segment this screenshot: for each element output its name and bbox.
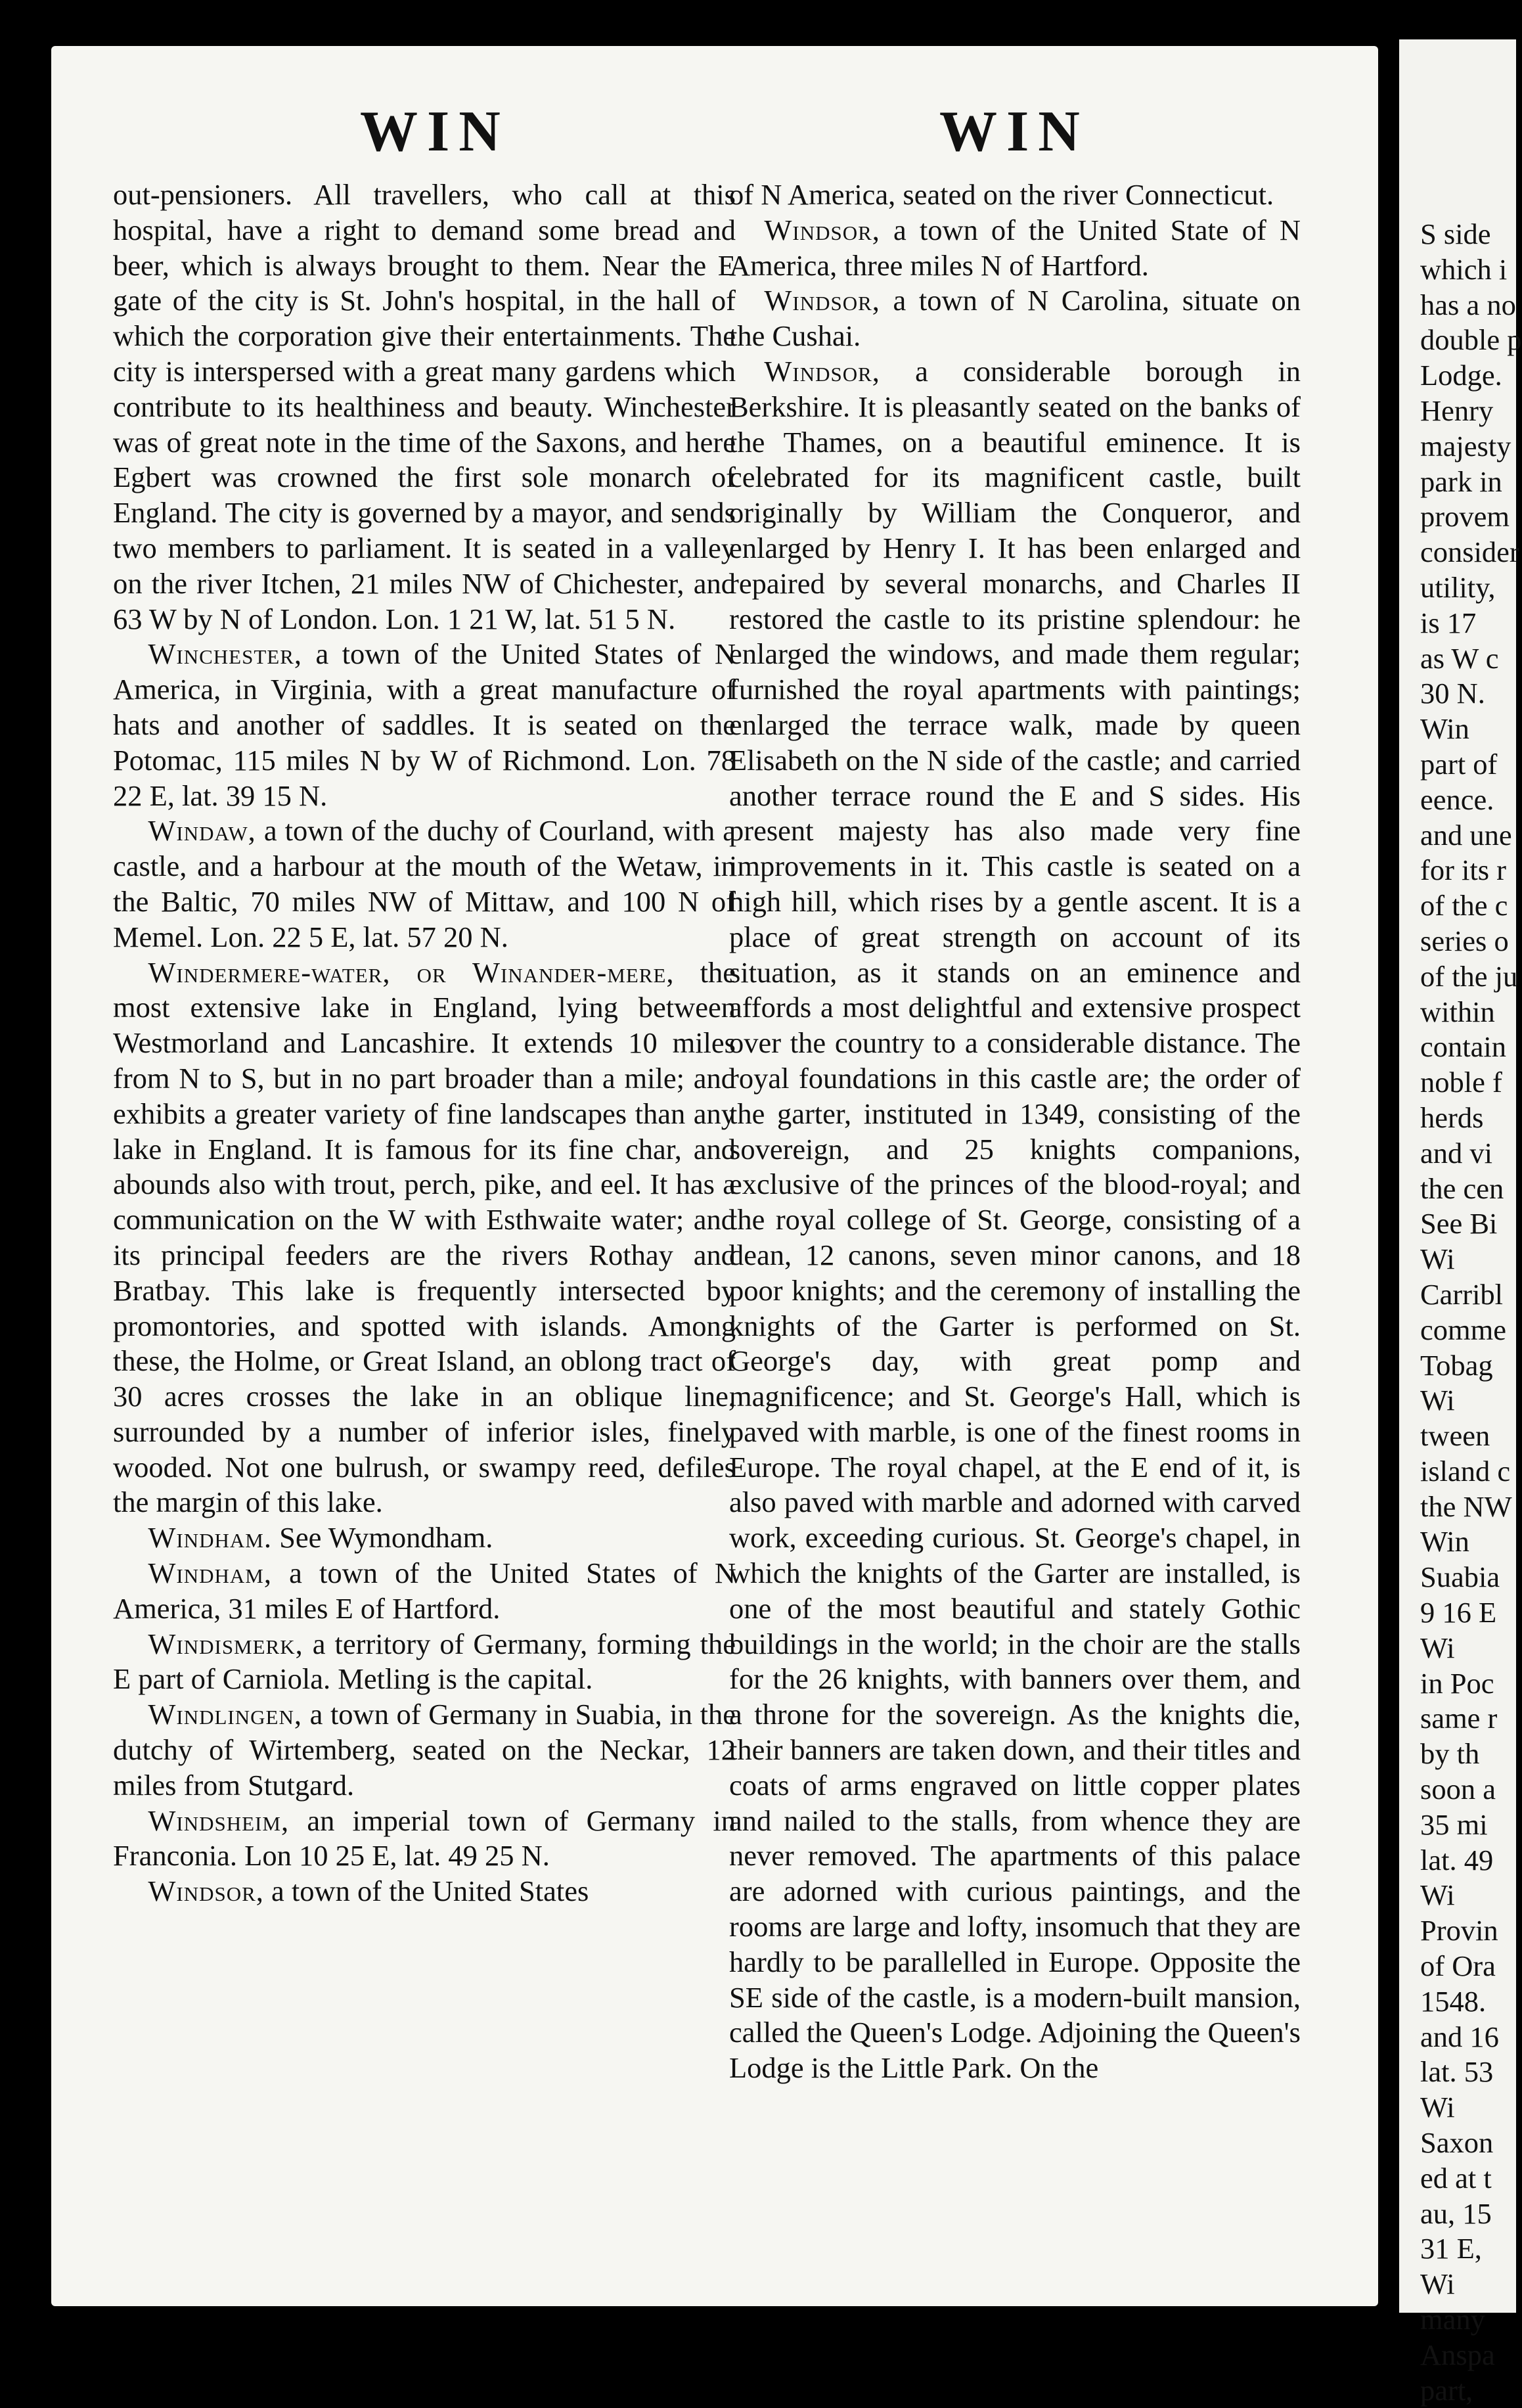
fragment-line: within bbox=[1420, 995, 1495, 1028]
entry-text: a considerable borough in Berkshire. It is pleasantly seated on the banks of the Thames, on a beautiful eminence. It is celebrated for its magnificent castle, built originally by William the Conqueror, and enlarged by Henry I. It has been enlarged and repaired by several monarchs, and Charles II restored the castle to its pristine splendour: he enlarged the windows, and made them regular; furnished the royal apartments with paintings; enlarged the terrace walk, made by queen Elisabeth on the N side of the castle; and carried another terrace round the E and S sides. His present majesty has also made very fine improvements in it. This castle is seated on a high hill, which rises by a gentle ascent. It is a place of great strength on account of its situation, as it stands on an eminence and affords a most delightful and extensive prospect over the country to a considerable distance. The royal foundations in this castle are; the order of the garter, instituted in 1349, consisting of the sovereign, and 25 knights companions, exclusive of the princes of the blood-royal; and the royal college of St. George, consisting of a dean, 12 canons, seven minor canons, and 18 poor knights; and the ceremony of installing the knights of the Garter is performed on St. George's day, with great pomp and magnificence; and St. George's Hall, which is paved with marble, is one of the finest rooms in Europe. The royal chapel, at the E end of it, is also paved with marble and adorned with carved work, exceeding curious. St. George's chapel, in which the knights of the Garter are installed, is one of the most beautiful and stately Gothic buildings in the world; in the choir are the stalls for the 26 knights, with banners over them, and a throne for the sovereign. As the knights die, their banners are taken down, and their titles and coats of arms engraved on little copper plates and nailed to the stalls, from whence they are never removed. The apartments of this palace are adorned with curious paintings, and the rooms are large and lofty, insomuch that they are hardly to be parallelled in Europe. Opposite the SE side of the castle, is a modern-built mansion, called the Queen's Lodge. Adjoining the Queen's Lodge is the Little Park. On the bbox=[729, 354, 1301, 2085]
fragment-line: 9 16 E bbox=[1420, 1596, 1497, 1629]
fragment-line: series o bbox=[1420, 924, 1509, 957]
entry-text: a town of the United States of N America, 31 miles E of Hartford. bbox=[113, 1556, 736, 1625]
fragment-line: has a no bbox=[1420, 288, 1516, 321]
fragment-line: for its r bbox=[1420, 853, 1507, 887]
entry-head: Windham. bbox=[148, 1521, 272, 1555]
entry-head: Windham, bbox=[148, 1556, 272, 1590]
fragment-line: Henry bbox=[1420, 394, 1494, 427]
entry-head: Windsheim, bbox=[148, 1804, 290, 1837]
left-column bbox=[113, 177, 736, 1909]
fragment-line: part of bbox=[1420, 747, 1498, 781]
fragment-line: 35 mi bbox=[1420, 1807, 1488, 1841]
fragment-line: 31 E, bbox=[1420, 2232, 1482, 2265]
fragment-line: Saxon bbox=[1420, 2126, 1494, 2160]
fragment-line: in Poc bbox=[1420, 1666, 1494, 1700]
entry-text: a town of the United States of N America, in Virginia, with a great manufacture of hats and another of saddles. It is seated on the Potomac, 115 miles N by W of Richmond. Lon. 78 22 E, lat. 39 15 N. bbox=[113, 637, 736, 812]
entry-text: a town of N Carolina, situate on the Cushai. bbox=[729, 284, 1301, 353]
fragment-line: Wi bbox=[1420, 1878, 1455, 1912]
entry-text: a town of Germany in Suabia, in the dutchy of Wirtemberg, seated on the Neckar, 12 miles from Stutgard. bbox=[113, 1698, 736, 1802]
fragment-line: island c bbox=[1420, 1454, 1511, 1488]
fragment-line: lat. 53 bbox=[1420, 2055, 1494, 2089]
entry-head: Windismerk, bbox=[148, 1627, 303, 1660]
fragment-line: Wi bbox=[1420, 2091, 1455, 2124]
entry bbox=[729, 283, 1301, 354]
entry bbox=[113, 177, 736, 637]
entry-text: a territory of Germany, forming the E part of Carniola. Metling is the capital. bbox=[113, 1627, 736, 1696]
entry-head: Windlingen, bbox=[148, 1698, 302, 1731]
entry bbox=[113, 813, 736, 955]
entry bbox=[113, 955, 736, 1521]
fragment-line: Wi bbox=[1420, 1242, 1455, 1276]
running-head-left: WIN bbox=[360, 100, 510, 164]
fragment-line: which i bbox=[1420, 252, 1508, 286]
entry bbox=[729, 213, 1301, 284]
fragment-line: Wi bbox=[1420, 1384, 1455, 1417]
fragment-line: is 17 bbox=[1420, 606, 1477, 639]
fragment-line: S side bbox=[1420, 217, 1491, 250]
running-head-right: WIN bbox=[939, 100, 1089, 164]
entry-text: an imperial town of Germany in Franconia. Lon 10 25 E, lat. 49 25 N. bbox=[113, 1804, 736, 1873]
fragment-line: ed at t bbox=[1420, 2161, 1492, 2194]
fragment-line: and vi bbox=[1420, 1136, 1492, 1170]
entry-text: a town of the United States bbox=[271, 1874, 589, 1908]
right-column bbox=[729, 177, 1301, 2086]
fragment-line: utility, bbox=[1420, 570, 1496, 604]
entry-text: out-pensioners. All travellers, who call at this hospital, have a right to demand some bread and beer, which is always brought to them. Near the E gate of the city is St. John's hospital, in the hall of which the corporation give their entertainments. The city is interspersed with a great many gardens which contribute to its healthiness and beauty. Winchester was of great note in the time of the Saxons, and here Egbert was crowned the first sole monarch of England. The city is governed by a mayor, and sends two members to parliament. It is seated in a valley on the river Itchen, 21 miles NW of Chichester, and 63 W by N of London. Lon. 1 21 W, lat. 51 5 N. bbox=[113, 178, 736, 635]
entry bbox=[729, 177, 1301, 213]
fragment-line: of Ora bbox=[1420, 1949, 1496, 1983]
fragment-line: Suabia bbox=[1420, 1560, 1500, 1594]
fragment-line: majesty bbox=[1420, 429, 1511, 463]
fragment-line: Win bbox=[1420, 1525, 1469, 1558]
entry-head: Windaw, bbox=[148, 814, 256, 848]
fragment-line: Anspa bbox=[1420, 2338, 1495, 2371]
entry-head: Windermere-water, or Winander-mere, bbox=[148, 955, 675, 989]
fragment-line: Wi bbox=[1420, 2267, 1455, 2301]
entry bbox=[113, 1556, 736, 1627]
entry bbox=[113, 1520, 736, 1556]
fragment-line: and une bbox=[1420, 818, 1512, 852]
fragment-line: of the ju bbox=[1420, 959, 1518, 993]
fragment-line: Lodge. bbox=[1420, 359, 1502, 392]
fragment-line: of the c bbox=[1420, 889, 1508, 922]
entry bbox=[729, 354, 1301, 2086]
fragment-line: Carribl bbox=[1420, 1277, 1504, 1311]
entry-head: Windsor, bbox=[148, 1874, 264, 1908]
entry-text: the most extensive lake in England, lying between Westmorland and Lancashire. It extends 10 miles from N to S, but in no part broader than a mile; and exhibits a greater variety of fine landscapes than any lake in England. It is famous for its fine char, and abounds also with trout, perch, pike, and eel. It has a communication on the W with Esthwaite water; and its principal feeders are the rivers Rothay and Bratbay. This lake is frequently intersected by promontories, and spotted with islands. Among these, the Holme, or Great Island, an oblong tract of 30 acres crosses the lake in an oblique line, surrounded by a number of inferior isles, finely wooded. Not one bulrush, or swampy reed, defiles the margin of this lake. bbox=[113, 955, 736, 1519]
fragment-line: noble f bbox=[1420, 1066, 1502, 1099]
entry bbox=[113, 1627, 736, 1698]
fragment-line: same r bbox=[1420, 1702, 1498, 1735]
entry-text: of N America, seated on the river Connecticut. bbox=[729, 178, 1274, 211]
fragment-line: provem bbox=[1420, 500, 1510, 534]
entry bbox=[113, 1697, 736, 1803]
fragment-line: contain bbox=[1420, 1030, 1506, 1064]
fragment-line: park in bbox=[1420, 465, 1502, 498]
next-page-edge bbox=[1399, 39, 1522, 2407]
fragment-line: by th bbox=[1420, 1737, 1480, 1771]
fragment-line: soon a bbox=[1420, 1773, 1496, 1806]
entry bbox=[113, 1874, 736, 1909]
fragment-line: lat. 49 bbox=[1420, 1843, 1494, 1876]
fragment-line: comme bbox=[1420, 1313, 1506, 1346]
entry bbox=[113, 637, 736, 813]
fragment-line: consider bbox=[1420, 535, 1519, 569]
fragment-line: See Bi bbox=[1420, 1207, 1498, 1240]
fragment-line: au, 15 bbox=[1420, 2196, 1492, 2230]
entry-head: Windsor, bbox=[764, 284, 880, 317]
entry-text: See Wymondham. bbox=[279, 1521, 493, 1555]
fragment-line: Wi bbox=[1420, 1631, 1455, 1664]
next-page-fragments bbox=[1420, 217, 1522, 2408]
fragment-line: eence. bbox=[1420, 783, 1494, 816]
fragment-line: many bbox=[1420, 2303, 1485, 2336]
fragment-line: 1548. bbox=[1420, 1984, 1487, 2018]
entry-text: a town of the duchy of Courland, with a castle, and a harbour at the mouth of the Wetaw, in the Baltic, 70 miles NW of Mittaw, and 100 N of Memel. Lon. 22 5 E, lat. 57 20 N. bbox=[113, 814, 736, 953]
entry bbox=[113, 1804, 736, 1874]
fragment-line: Win bbox=[1420, 712, 1469, 746]
fragment-line: double p bbox=[1420, 323, 1522, 357]
entry-text: a town of the United State of N America, three miles N of Hartford. bbox=[729, 213, 1301, 282]
fragment-line: tween bbox=[1420, 1419, 1490, 1453]
fragment-line: Provin bbox=[1420, 1914, 1498, 1947]
fragment-line: part, bbox=[1420, 2373, 1473, 2407]
fragment-line: 30 N. bbox=[1420, 677, 1485, 710]
entry-head: Winchester, bbox=[148, 637, 303, 671]
fragment-line: as W c bbox=[1420, 641, 1499, 675]
fragment-line: and 16 bbox=[1420, 2020, 1499, 2053]
fragment-line: Tobag bbox=[1420, 1348, 1493, 1382]
fragment-line: the NW bbox=[1420, 1489, 1512, 1523]
entry-head: Windsor, bbox=[764, 354, 880, 388]
entry-head: Windsor, bbox=[764, 213, 880, 246]
fragment-line: herds bbox=[1420, 1101, 1484, 1134]
fragment-line: the cen bbox=[1420, 1171, 1504, 1205]
